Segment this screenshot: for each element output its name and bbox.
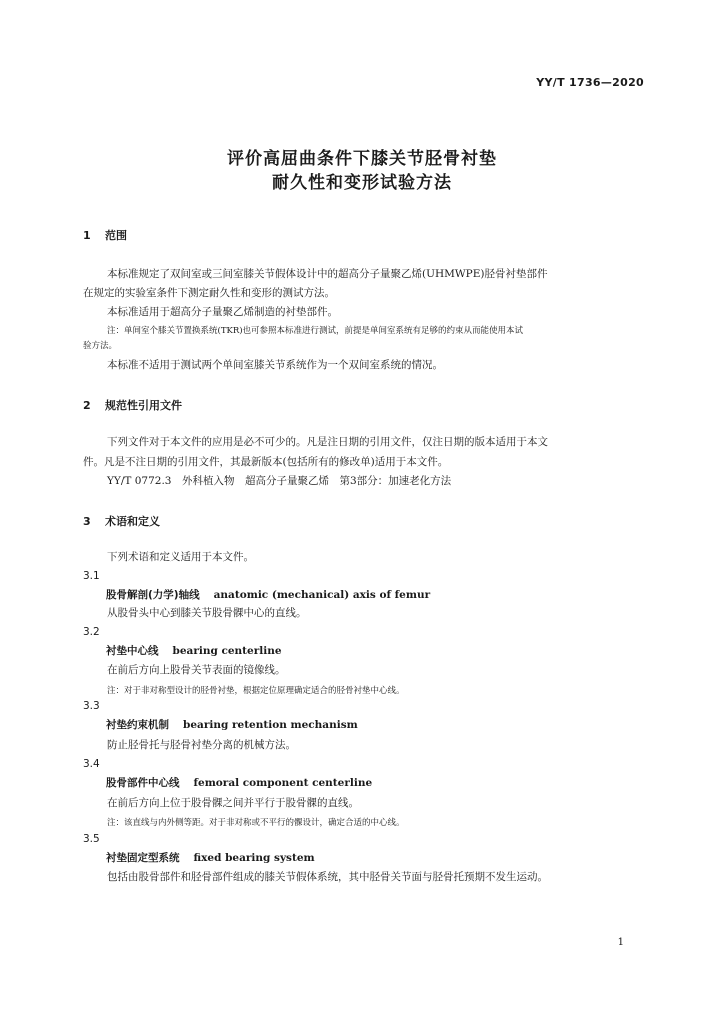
section-2-heading: [83, 397, 182, 413]
section-title: 规范性引用文件: [105, 399, 182, 412]
term-definition: 在前后方向上位于股骨髁之间并平行于股骨髁的直线。: [107, 797, 359, 809]
term-number: 3.5: [83, 833, 100, 845]
term-english: femoral component centerline: [193, 777, 373, 789]
term-definition: 包括由股骨部件和胫骨部件组成的膝关节假体系统，其中胫骨关节面与胫骨托预期不发生运动。: [107, 871, 548, 883]
section-title: 范围: [105, 229, 127, 242]
term-chinese: 衬垫约束机制: [106, 719, 169, 731]
section-title: 术语和定义: [105, 515, 160, 528]
term-english: bearing retention mechanism: [183, 719, 358, 731]
section-1-para2: 本标准适用于超高分子量聚乙烯制造的衬垫部件。: [107, 306, 338, 318]
section-3-heading: [83, 513, 160, 529]
section-number: 3: [83, 515, 91, 528]
normative-reference: YY/T 0772.3 外科植入物 超高分子量聚乙烯 第3部分：加速老化方法: [107, 475, 452, 487]
section-2-para-line1: 下列文件对于本文件的应用是必不可少的。凡是注日期的引用文件，仅注日期的版本适用于本文: [107, 436, 548, 448]
section-1-note-line2: 验方法。: [83, 341, 118, 351]
term-number: 3.2: [83, 626, 100, 638]
section-1-note-line1: 注：单间室个膝关节置换系统(TKR)也可参照本标准进行测试，前提是单间室系统有足够的约束从而能使用本试: [107, 326, 524, 336]
term-heading: [106, 717, 358, 732]
term-heading: [106, 775, 372, 790]
term-chinese: 衬垫中心线: [106, 645, 159, 657]
section-number: 2: [83, 399, 91, 412]
term-note: 注：该直线与内外侧等距。对于非对称或不平行的髁设计，确定合适的中心线。: [107, 818, 405, 828]
term-chinese: 股骨部件中心线: [106, 777, 180, 789]
section-1-para3: 本标准不适用于测试两个单间室膝关节系统作为一个双间室系统的情况。: [107, 359, 443, 371]
section-2-para-line2: 件。凡是不注日期的引用文件，其最新版本(包括所有的修改单)适用于本文件。: [83, 456, 449, 468]
term-english: fixed bearing system: [193, 852, 315, 864]
section-1-heading: [83, 227, 127, 243]
term-heading: [106, 850, 315, 865]
term-chinese: 股骨解剖(力学)轴线: [106, 589, 200, 601]
term-number: 3.4: [83, 758, 100, 770]
term-note: 注：对于非对称型设计的胫骨衬垫，根据定位原理确定适合的胫骨衬垫中心线。: [107, 686, 405, 696]
term-chinese: 衬垫固定型系统: [106, 852, 180, 864]
term-definition: 从股骨头中心到膝关节股骨髁中心的直线。: [107, 607, 307, 619]
section-1-para1-line2: 在规定的实验室条件下测定耐久性和变形的测试方法。: [83, 287, 335, 299]
term-number: 3.3: [83, 700, 100, 712]
section-number: 1: [83, 229, 91, 242]
document-title-line2: 耐久性和变形试验方法: [272, 173, 452, 193]
section-1-para1-line1: 本标准规定了双间室或三间室膝关节假体设计中的超高分子量聚乙烯(UHMWPE)胫骨衬垫部件: [107, 268, 548, 280]
term-english: bearing centerline: [172, 645, 282, 657]
term-number: 3.1: [83, 570, 100, 582]
term-heading: [106, 643, 282, 658]
term-definition: 防止胫骨托与胫骨衬垫分离的机械方法。: [107, 739, 296, 751]
term-english: anatomic (mechanical) axis of femur: [213, 589, 431, 601]
document-title-line1: 评价高屈曲条件下膝关节胫骨衬垫: [227, 149, 497, 169]
term-heading: [106, 587, 430, 602]
section-3-intro: 下列术语和定义适用于本文件。: [107, 551, 254, 563]
standard-number: YY/T 1736—2020: [536, 76, 644, 89]
page-number: 1: [617, 937, 624, 948]
term-definition: 在前后方向上股骨关节表面的镜像线。: [107, 664, 286, 676]
